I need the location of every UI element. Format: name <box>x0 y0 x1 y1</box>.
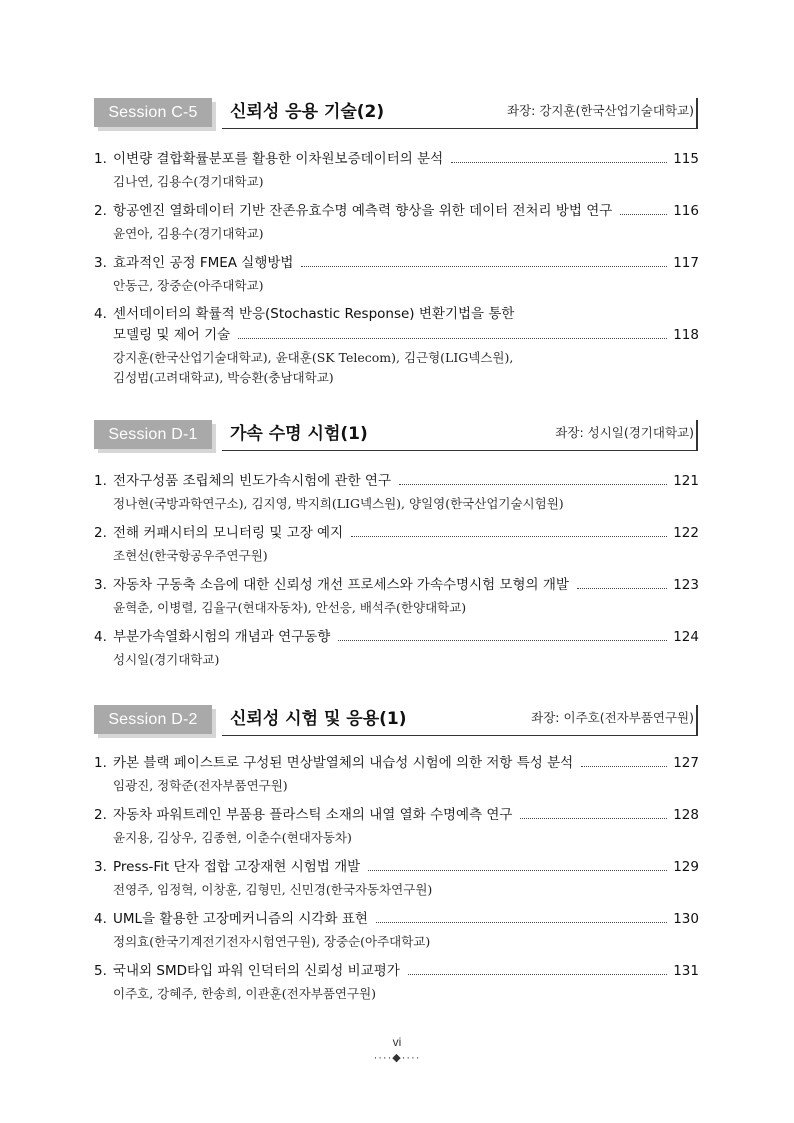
session-chair: 좌장: 강지훈(한국산업기술대학교) <box>507 103 694 118</box>
entry-number: 3. <box>94 577 107 593</box>
toc-entry[interactable] <box>94 959 699 1004</box>
entry-authors <box>94 598 699 618</box>
toc-entry[interactable] <box>94 469 699 514</box>
entry-page-number: 118 <box>673 327 699 343</box>
entry-title: 모델링 및 제어 기술 <box>113 327 231 343</box>
entry-number: 1. <box>94 151 107 167</box>
entry-page-number: 115 <box>673 151 699 167</box>
toc-entry[interactable] <box>94 199 699 244</box>
entry-title: Press-Fit 단자 접합 고장재현 시험법 개발 <box>113 859 361 875</box>
author-line: 김나연, 김용수(경기대학교) <box>113 174 264 189</box>
author-line: 윤지용, 김상우, 김종현, 이춘수(현대자동차) <box>113 830 352 845</box>
author-line: 김성범(고려대학교), 박승환(충남대학교) <box>113 370 334 385</box>
entry-number: 4. <box>94 629 107 645</box>
entry-number: 4. <box>94 306 107 322</box>
entry-page-number: 130 <box>673 911 699 927</box>
session-header <box>94 703 698 739</box>
dot-leader <box>451 162 667 163</box>
entry-authors <box>94 650 699 670</box>
page-footer <box>0 1035 794 1064</box>
entry-title-line <box>94 803 699 824</box>
session-header <box>94 96 698 132</box>
dot-leader <box>399 484 667 485</box>
entry-authors <box>94 224 699 244</box>
toc-entry[interactable] <box>94 855 699 900</box>
toc-entry[interactable] <box>94 251 699 296</box>
author-line: 임광진, 정학준(전자부품연구원) <box>113 778 288 793</box>
author-line: 윤혁춘, 이병렬, 김율구(현대자동차), 안선응, 배석주(한양대학교) <box>113 600 467 615</box>
page-number: vi <box>392 1035 402 1049</box>
entry-title: 카본 블랙 페이스트로 구성된 면상발열체의 내습성 시험에 의한 저항 특성 분석 <box>113 755 574 771</box>
entry-title-line <box>94 959 699 980</box>
session-header <box>94 418 698 454</box>
session-title: 신뢰성 응용 기술(2) <box>230 102 385 122</box>
entry-authors <box>94 828 699 848</box>
dot-leader <box>408 974 667 975</box>
entry-authors <box>94 984 699 1004</box>
session-title: 신뢰성 시험 및 응용(1) <box>230 709 407 729</box>
entry-number: 5. <box>94 963 107 979</box>
dot-leader <box>620 214 667 215</box>
entry-title: 전해 커패시터의 모니터링 및 고장 예지 <box>113 525 344 541</box>
entry-page-number: 129 <box>673 859 699 875</box>
entry-title-line <box>94 199 699 220</box>
dot-leader <box>351 536 667 537</box>
author-line: 전영주, 임정혁, 이창훈, 김형민, 신민경(한국자동차연구원) <box>113 882 433 897</box>
entry-title-line <box>94 302 699 323</box>
entry-title-line <box>94 251 699 272</box>
dot-leader <box>581 766 667 767</box>
entry-title-line <box>94 855 699 876</box>
session-bracket <box>696 705 698 735</box>
entry-page-number: 116 <box>673 203 699 219</box>
entry-title: 부분가속열화시험의 개념과 연구동향 <box>113 629 331 645</box>
entry-title-line <box>94 573 699 594</box>
session-bracket <box>696 98 698 128</box>
author-line: 강지훈(한국산업기술대학교), 윤대훈(SK Telecom), 김근형(LIG넥스원), <box>113 350 514 365</box>
entry-title-line <box>94 323 699 344</box>
entry-title: 센서데이터의 확률적 반응(Stochastic Response) 변환기법을 통한 <box>113 306 515 322</box>
entry-number: 4. <box>94 911 107 927</box>
entry-page-number: 123 <box>673 577 699 593</box>
dot-leader <box>368 870 667 871</box>
entry-number: 2. <box>94 203 107 219</box>
author-line: 정의효(한국기계전기전자시험연구원), 장중순(아주대학교) <box>113 934 431 949</box>
entry-title: 자동차 구동축 소음에 대한 신뢰성 개선 프로세스와 가속수명시험 모형의 개발 <box>113 577 569 593</box>
entry-authors <box>94 348 699 388</box>
session-code-badge: Session D-2 <box>94 705 212 734</box>
author-line: 조현선(한국항공우주연구원) <box>113 548 268 563</box>
entry-authors <box>94 776 699 796</box>
entry-title: UML을 활용한 고장메커니즘의 시각화 표현 <box>113 911 368 927</box>
session-bracket <box>696 420 698 450</box>
session-chair: 좌장: 이주호(전자부품연구원) <box>531 710 694 725</box>
entry-title: 항공엔진 열화데이터 기반 잔존유효수명 예측력 향상을 위한 데이터 전처리 방법 연구 <box>113 203 613 219</box>
toc-entry[interactable] <box>94 751 699 796</box>
author-line: 정나현(국방과학연구소), 김지영, 박지희(LIG넥스원), 양일영(한국산업기술시험원) <box>113 496 564 511</box>
entry-page-number: 117 <box>673 255 699 271</box>
entry-page-number: 127 <box>673 755 699 771</box>
footer-ornament: ····◆···· <box>373 1052 421 1064</box>
author-line: 안동근, 장중순(아주대학교) <box>113 278 264 293</box>
entry-authors <box>94 494 699 514</box>
toc-entry[interactable] <box>94 521 699 566</box>
entry-page-number: 131 <box>673 963 699 979</box>
entry-title: 국내외 SMD타입 파워 인덕터의 신뢰성 비교평가 <box>113 963 400 979</box>
entry-number: 1. <box>94 473 107 489</box>
session-chair: 좌장: 성시일(경기대학교) <box>555 425 694 440</box>
entry-title-line <box>94 521 699 542</box>
session-underline <box>222 450 698 451</box>
session-code-badge: Session D-1 <box>94 420 212 449</box>
session-underline <box>222 128 698 129</box>
entry-title-line <box>94 751 699 772</box>
entry-authors <box>94 172 699 192</box>
entry-title: 전자구성품 조립체의 빈도가속시험에 관한 연구 <box>113 473 391 489</box>
dot-leader <box>238 338 667 339</box>
entry-page-number: 121 <box>673 473 699 489</box>
session-title: 가속 수명 시험(1) <box>230 424 368 444</box>
author-line: 이주호, 강혜주, 한송희, 이관훈(전자부품연구원) <box>113 986 377 1001</box>
toc-entry[interactable] <box>94 302 699 388</box>
entry-page-number: 124 <box>673 629 699 645</box>
dot-leader <box>376 922 667 923</box>
dot-leader <box>520 818 667 819</box>
entry-authors <box>94 932 699 952</box>
toc-entry[interactable] <box>94 573 699 618</box>
entry-title-line <box>94 147 699 168</box>
entry-title-line <box>94 469 699 490</box>
entry-number: 2. <box>94 807 107 823</box>
entry-title: 자동차 파워트레인 부품용 플라스틱 소재의 내열 열화 수명예측 연구 <box>113 807 513 823</box>
session-underline <box>222 735 698 736</box>
entry-title-line <box>94 907 699 928</box>
toc-entry[interactable] <box>94 907 699 952</box>
entry-title: 효과적인 공정 FMEA 실행방법 <box>113 255 294 271</box>
entry-authors <box>94 880 699 900</box>
entry-authors <box>94 546 699 566</box>
author-line: 윤연아, 김용수(경기대학교) <box>113 226 264 241</box>
toc-entry[interactable] <box>94 147 699 192</box>
entry-page-number: 122 <box>673 525 699 541</box>
dot-leader <box>577 588 667 589</box>
session-code-badge: Session C-5 <box>94 98 212 127</box>
entry-number: 1. <box>94 755 107 771</box>
toc-entry[interactable] <box>94 803 699 848</box>
entry-title: 이변량 결합확률분포를 활용한 이차원보증데이터의 분석 <box>113 151 444 167</box>
entry-title-line <box>94 625 699 646</box>
entry-number: 3. <box>94 255 107 271</box>
entry-page-number: 128 <box>673 807 699 823</box>
dot-leader <box>338 640 667 641</box>
toc-entry[interactable] <box>94 625 699 670</box>
author-line: 성시일(경기대학교) <box>113 652 220 667</box>
entry-authors <box>94 276 699 296</box>
entry-number: 2. <box>94 525 107 541</box>
dot-leader <box>301 266 667 267</box>
entry-number: 3. <box>94 859 107 875</box>
